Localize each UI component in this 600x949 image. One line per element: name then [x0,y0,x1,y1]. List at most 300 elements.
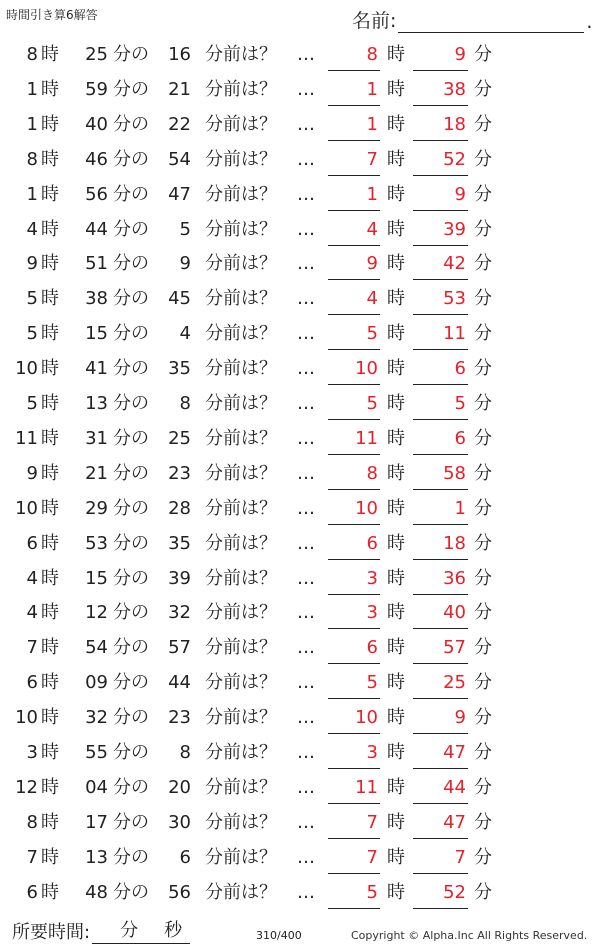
answer-hour: 5 [328,319,380,350]
time-second-unit: 秒 [164,920,183,941]
minutes-of-label: 分の [113,811,149,833]
answer-hour: 3 [328,564,380,595]
answer-minute: 7 [413,843,468,874]
answer-minute: 57 [413,633,468,664]
answer-hour-label: 時 [387,393,405,414]
difference-value: 20 [168,776,191,798]
minutes-of-label: 分の [113,253,149,275]
answer-minute-label: 分 [474,393,492,414]
minutes-before-label: 分前は？ [205,253,277,275]
minutes-before-label: 分前は？ [205,776,277,798]
answer-minute: 47 [413,738,468,769]
problem-row [0,354,600,384]
hour-label: 時 [41,672,59,694]
minute-value: 21 [85,462,108,484]
ellipsis: … [297,427,315,449]
minutes-of-label: 分の [113,44,149,65]
ellipsis: … [297,113,315,135]
answer-minute: 42 [413,249,468,280]
answer-hour-label: 時 [387,672,405,694]
minute-value: 15 [85,567,108,589]
minute-value: 41 [85,358,108,380]
problem-row [0,145,600,175]
ellipsis: … [297,44,315,65]
problem-row [0,284,600,314]
ellipsis: … [297,881,315,903]
difference-value: 28 [168,497,191,519]
difference-value: 23 [168,707,191,729]
minute-value: 29 [85,497,108,519]
time-required-blank [92,919,190,944]
name-blank-line [398,10,584,33]
hour-label: 時 [41,637,59,659]
hour-label: 時 [41,44,59,65]
hour-label: 時 [41,707,59,729]
minute-value: 25 [85,44,108,65]
problem-row [0,389,600,419]
difference-value: 4 [179,323,191,345]
problem-row [0,459,600,489]
minute-value: 40 [85,113,108,135]
minutes-before-label: 分前は？ [205,323,277,345]
problem-row [0,773,600,803]
minute-value: 51 [85,253,108,275]
answer-hour-label: 時 [387,183,405,205]
hour-value: 8 [26,148,38,170]
minutes-of-label: 分の [113,183,149,205]
answer-minute: 1 [413,494,468,525]
ellipsis: … [297,393,315,414]
answer-hour-label: 時 [387,288,405,310]
difference-value: 23 [168,462,191,484]
hour-label: 時 [41,742,59,763]
hour-label: 時 [41,78,59,100]
answer-minute: 9 [413,40,468,71]
difference-value: 16 [168,44,191,65]
minute-value: 13 [85,846,108,868]
hour-value: 11 [15,427,38,449]
hour-label: 時 [41,881,59,903]
hour-label: 時 [41,462,59,484]
answer-hour-label: 時 [387,462,405,484]
answer-minute-label: 分 [474,497,492,519]
hour-label: 時 [41,811,59,833]
answer-minute-label: 分 [474,288,492,310]
hour-label: 時 [41,218,59,240]
problem-row [0,703,600,733]
difference-value: 47 [168,183,191,205]
answer-minute-label: 分 [474,532,492,554]
answer-minute-label: 分 [474,358,492,380]
answer-hour: 8 [328,459,380,490]
answer-minute: 47 [413,808,468,839]
answer-hour: 10 [328,494,380,525]
hour-label: 時 [41,288,59,310]
answer-hour-label: 時 [387,742,405,763]
ellipsis: … [297,811,315,833]
answer-minute: 36 [413,564,468,595]
hour-value: 4 [26,567,38,589]
hour-value: 5 [26,323,38,345]
answer-hour-label: 時 [387,323,405,345]
hour-value: 1 [26,78,38,100]
answer-minute-label: 分 [474,602,492,624]
problem-row [0,843,600,873]
minute-value: 32 [85,707,108,729]
minutes-of-label: 分の [113,602,149,624]
ellipsis: … [297,218,315,240]
minutes-of-label: 分の [113,637,149,659]
minutes-of-label: 分の [113,567,149,589]
answer-hour: 1 [328,75,380,106]
page-number: 310/400 [256,929,302,942]
minutes-of-label: 分の [113,288,149,310]
ellipsis: … [297,672,315,694]
hour-value: 6 [26,881,38,903]
answer-hour: 5 [328,668,380,699]
answer-hour-label: 時 [387,602,405,624]
difference-value: 56 [168,881,191,903]
hour-value: 10 [15,358,38,380]
difference-value: 9 [179,253,191,275]
minutes-before-label: 分前は？ [205,218,277,240]
minute-value: 48 [85,881,108,903]
answer-minute-label: 分 [474,323,492,345]
answer-minute: 18 [413,110,468,141]
hour-value: 4 [26,602,38,624]
problem-row [0,40,600,70]
minute-value: 59 [85,78,108,100]
hour-label: 時 [41,393,59,414]
ellipsis: … [297,78,315,100]
name-label: 名前: [352,10,397,32]
problem-row [0,319,600,349]
answer-minute: 11 [413,319,468,350]
hour-label: 時 [41,846,59,868]
minutes-before-label: 分前は？ [205,78,277,100]
hour-label: 時 [41,148,59,170]
minute-value: 17 [85,811,108,833]
minute-value: 09 [85,672,108,694]
minutes-of-label: 分の [113,776,149,798]
answer-minute-label: 分 [474,776,492,798]
answer-hour-label: 時 [387,567,405,589]
difference-value: 32 [168,602,191,624]
answer-minute-label: 分 [474,113,492,135]
answer-minute-label: 分 [474,846,492,868]
minutes-before-label: 分前は？ [205,183,277,205]
hour-label: 時 [41,183,59,205]
minutes-before-label: 分前は？ [205,672,277,694]
minutes-before-label: 分前は？ [205,427,277,449]
answer-hour-label: 時 [387,497,405,519]
hour-label: 時 [41,602,59,624]
answer-minute: 52 [413,145,468,176]
ellipsis: … [297,183,315,205]
difference-value: 54 [168,148,191,170]
answer-hour-label: 時 [387,532,405,554]
hour-label: 時 [41,776,59,798]
answer-minute-label: 分 [474,707,492,729]
minute-value: 38 [85,288,108,310]
answer-minute: 39 [413,215,468,246]
answer-hour: 4 [328,284,380,315]
minutes-of-label: 分の [113,148,149,170]
difference-value: 21 [168,78,191,100]
hour-value: 9 [26,253,38,275]
minutes-before-label: 分前は？ [205,497,277,519]
difference-value: 45 [168,288,191,310]
problem-row [0,529,600,559]
answer-minute-label: 分 [474,742,492,763]
answer-hour-label: 時 [387,846,405,868]
answer-minute-label: 分 [474,218,492,240]
answer-minute: 38 [413,75,468,106]
hour-value: 9 [26,462,38,484]
minute-value: 12 [85,602,108,624]
answer-hour: 11 [328,773,380,804]
hour-value: 7 [26,846,38,868]
answer-hour: 3 [328,738,380,769]
ellipsis: … [297,602,315,624]
difference-value: 44 [168,672,191,694]
ellipsis: … [297,253,315,275]
answer-hour: 7 [328,808,380,839]
answer-hour: 11 [328,424,380,455]
hour-value: 8 [26,44,38,65]
minutes-of-label: 分の [113,846,149,868]
hour-value: 6 [26,672,38,694]
minutes-of-label: 分の [113,78,149,100]
minutes-before-label: 分前は？ [205,44,277,65]
minutes-of-label: 分の [113,672,149,694]
difference-value: 22 [168,113,191,135]
answer-hour-label: 時 [387,253,405,275]
ellipsis: … [297,742,315,763]
answer-hour-label: 時 [387,44,405,65]
hour-value: 1 [26,183,38,205]
hour-label: 時 [41,532,59,554]
difference-value: 8 [179,742,191,763]
answer-minute-label: 分 [474,78,492,100]
minutes-of-label: 分の [113,427,149,449]
minutes-of-label: 分の [113,497,149,519]
answer-hour: 8 [328,40,380,71]
answer-hour: 6 [328,529,380,560]
hour-value: 7 [26,637,38,659]
hour-value: 8 [26,811,38,833]
hour-label: 時 [41,497,59,519]
minute-value: 04 [85,776,108,798]
hour-value: 6 [26,532,38,554]
answer-hour-label: 時 [387,218,405,240]
minutes-before-label: 分前は？ [205,637,277,659]
minute-value: 13 [85,393,108,414]
hour-value: 5 [26,393,38,414]
problem-row [0,75,600,105]
answer-minute-label: 分 [474,183,492,205]
answer-minute: 9 [413,180,468,211]
answer-minute: 5 [413,389,468,420]
answer-minute: 9 [413,703,468,734]
hour-value: 4 [26,218,38,240]
answer-minute: 6 [413,354,468,385]
difference-value: 35 [168,532,191,554]
ellipsis: … [297,358,315,380]
minutes-before-label: 分前は？ [205,288,277,310]
hour-label: 時 [41,113,59,135]
difference-value: 30 [168,811,191,833]
copyright: Copyright © Alpha.Inc All Rights Reserved. [351,929,588,942]
hour-value: 10 [15,707,38,729]
answer-minute-label: 分 [474,567,492,589]
difference-value: 57 [168,637,191,659]
minutes-before-label: 分前は？ [205,393,277,414]
minutes-before-label: 分前は？ [205,707,277,729]
minutes-before-label: 分前は？ [205,742,277,763]
minutes-of-label: 分の [113,881,149,903]
hour-label: 時 [41,567,59,589]
answer-hour-label: 時 [387,881,405,903]
ellipsis: … [297,323,315,345]
ellipsis: … [297,776,315,798]
ellipsis: … [297,567,315,589]
hour-value: 10 [15,497,38,519]
minutes-before-label: 分前は？ [205,358,277,380]
minutes-before-label: 分前は？ [205,113,277,135]
answer-hour-label: 時 [387,113,405,135]
time-minute-unit: 分 [120,920,139,941]
answer-hour: 1 [328,110,380,141]
difference-value: 25 [168,427,191,449]
minutes-before-label: 分前は？ [205,846,277,868]
hour-value: 3 [26,742,38,763]
problem-row [0,494,600,524]
minutes-of-label: 分の [113,323,149,345]
ellipsis: … [297,462,315,484]
problem-row [0,424,600,454]
problem-row [0,668,600,698]
ellipsis: … [297,288,315,310]
problem-row [0,180,600,210]
answer-minute-label: 分 [474,462,492,484]
answer-hour: 10 [328,354,380,385]
minutes-of-label: 分の [113,393,149,414]
hour-label: 時 [41,253,59,275]
problem-row [0,633,600,663]
answer-hour-label: 時 [387,78,405,100]
minute-value: 44 [85,218,108,240]
minutes-of-label: 分の [113,532,149,554]
minutes-before-label: 分前は？ [205,811,277,833]
answer-minute: 6 [413,424,468,455]
time-required [12,918,190,944]
problem-row [0,878,600,908]
answer-hour: 7 [328,843,380,874]
answer-minute: 44 [413,773,468,804]
answer-minute-label: 分 [474,637,492,659]
ellipsis: … [297,497,315,519]
answer-minute: 40 [413,598,468,629]
difference-value: 5 [179,218,191,240]
answer-minute-label: 分 [474,427,492,449]
answer-hour: 10 [328,703,380,734]
minutes-before-label: 分前は？ [205,602,277,624]
ellipsis: … [297,148,315,170]
difference-value: 39 [168,567,191,589]
time-required-label: 所要時間: [12,922,91,943]
name-field [352,6,592,33]
answer-hour: 9 [328,249,380,280]
ellipsis: … [297,637,315,659]
hour-label: 時 [41,323,59,345]
minute-value: 56 [85,183,108,205]
difference-value: 35 [168,358,191,380]
answer-minute: 53 [413,284,468,315]
problem-row [0,110,600,140]
difference-value: 8 [179,393,191,414]
answer-hour: 3 [328,598,380,629]
answer-hour: 7 [328,145,380,176]
answer-minute-label: 分 [474,253,492,275]
answer-minute: 25 [413,668,468,699]
answer-hour-label: 時 [387,427,405,449]
minutes-of-label: 分の [113,707,149,729]
answer-hour-label: 時 [387,358,405,380]
difference-value: 6 [179,846,191,868]
hour-label: 時 [41,427,59,449]
minute-value: 54 [85,637,108,659]
minute-value: 55 [85,742,108,763]
minute-value: 53 [85,532,108,554]
answer-minute-label: 分 [474,148,492,170]
answer-minute-label: 分 [474,881,492,903]
answer-hour: 5 [328,878,380,909]
minutes-before-label: 分前は？ [205,462,277,484]
answer-hour-label: 時 [387,148,405,170]
minute-value: 31 [85,427,108,449]
answer-minute-label: 分 [474,672,492,694]
answer-hour-label: 時 [387,637,405,659]
answer-minute-label: 分 [474,44,492,65]
answer-hour: 1 [328,180,380,211]
answer-hour: 4 [328,215,380,246]
answer-hour-label: 時 [387,776,405,798]
problem-row [0,215,600,245]
problem-row [0,808,600,838]
minute-value: 46 [85,148,108,170]
hour-value: 12 [15,776,38,798]
problem-row [0,249,600,279]
answer-hour-label: 時 [387,811,405,833]
problem-row [0,598,600,628]
ellipsis: … [297,707,315,729]
minute-value: 15 [85,323,108,345]
hour-label: 時 [41,358,59,380]
ellipsis: … [297,532,315,554]
hour-value: 1 [26,113,38,135]
minutes-of-label: 分の [113,358,149,380]
answer-hour-label: 時 [387,707,405,729]
name-dot: . [586,11,593,33]
minutes-before-label: 分前は？ [205,148,277,170]
ellipsis: … [297,846,315,868]
answer-minute-label: 分 [474,811,492,833]
answer-minute: 52 [413,878,468,909]
answer-minute: 58 [413,459,468,490]
hour-value: 5 [26,288,38,310]
problem-row [0,564,600,594]
